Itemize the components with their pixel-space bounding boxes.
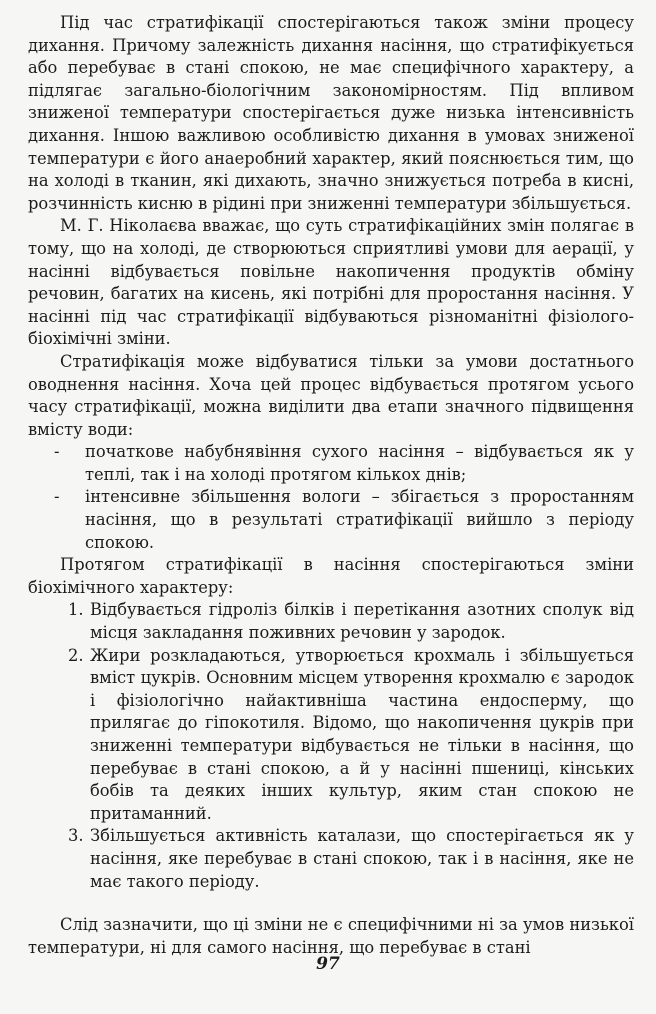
- body-text: [28, 12, 634, 959]
- list-item-text: Відбувається гідроліз білків і перетікання азотних сполук від місця закладання поживних речовин у зародок.: [90, 600, 634, 643]
- dash-marker: -: [54, 442, 60, 462]
- paragraph-nikolaeva: М. Г. Ніколаєва вважає, що суть стратифікаційних змін полягає в тому, що на холоді, де створюються сприятливі умови для аерації, у насінні відбувається повільне накопичення продуктів обміну речовин, багатих на кисень, які потрібні для проростання насіння. У насінні під час стратифікації відбуваються різноманітні фізіолого-біохімічні зміни.: [28, 216, 634, 349]
- paragraph-respiration: Під час стратифікації спостерігаються також зміни процесу дихання. Причому залежність дихання насіння, що стратифікується або перебуває в стані спокою, не має специфічного характеру, а підлягає загально-біологічним закономірностям. Під впливом зниженої температури спостерігається дуже низька інтенсивність дихання. Іншою важливою особливістю дихання в умовах зниженої температури є його анаеробний характер, який пояснюється тим, що на холоді в тканин, які дихають, значно знижується потреба в кисні, розчинність кисню в рідині при зниженні температури збільшується.: [28, 13, 634, 213]
- list-item: [68, 825, 634, 893]
- list-item: [54, 441, 634, 486]
- list-item-text: Збільшується активність каталази, що спостерігається як у насіння, яке перебуває в стані спокою, так і в насіння, яке не має такого періоду.: [90, 826, 634, 891]
- list-item: [68, 599, 634, 644]
- list-item-text: початкове набубнявіння сухого насіння – відбувається як у теплі, так і на холоді протягом кількох днів;: [85, 442, 634, 484]
- list-item: [68, 645, 634, 826]
- page-number: 97: [316, 954, 340, 974]
- list-item-text: Жири розкладаються, утворюється крохмаль і збільшується вміст цукрів. Основним місцем утворення крохмалю є зародок і фізіологічно найактивніша частина ендосперму, що прилягає до гіпокотиля. Відомо, що накопичення цукрів при зниженні температури відбувається не тільки в насіння, що перебуває в стані спокою, а й у насінні пшениці, кінських бобів та деяких інших культур, яким стан спокою не притаманний.: [90, 645, 634, 823]
- list-item-text: інтенсивне збільшення вологи – збігається з проростанням насіння, що в результаті стратифікації вийшло з періоду спокою.: [85, 487, 634, 552]
- paragraph-biochemical: Протягом стратифікації в насіння спостерігаються зміни біохімічного характеру:: [28, 555, 634, 597]
- list-item: [54, 486, 634, 554]
- list-number: 2.: [68, 645, 84, 665]
- paragraph-conclusion: Слід зазначити, що ці зміни не є специфічними ні за умов низької температури, ні для самого насіння, що перебуває в стані: [28, 915, 634, 957]
- dash-marker: -: [54, 487, 60, 507]
- hydration-stages-list: [54, 441, 634, 554]
- list-number: 3.: [68, 826, 84, 846]
- biochemical-changes-list: [68, 599, 634, 893]
- spacer: [28, 893, 634, 914]
- paragraph-hydration: Стратифікація може відбуватися тільки за умови достатнього оводнення насіння. Хоча цей процес відбувається протягом усього часу стратифікації, можна виділити два етапи значного підвищення вмісту води:: [28, 351, 634, 439]
- list-number: 1.: [68, 600, 84, 620]
